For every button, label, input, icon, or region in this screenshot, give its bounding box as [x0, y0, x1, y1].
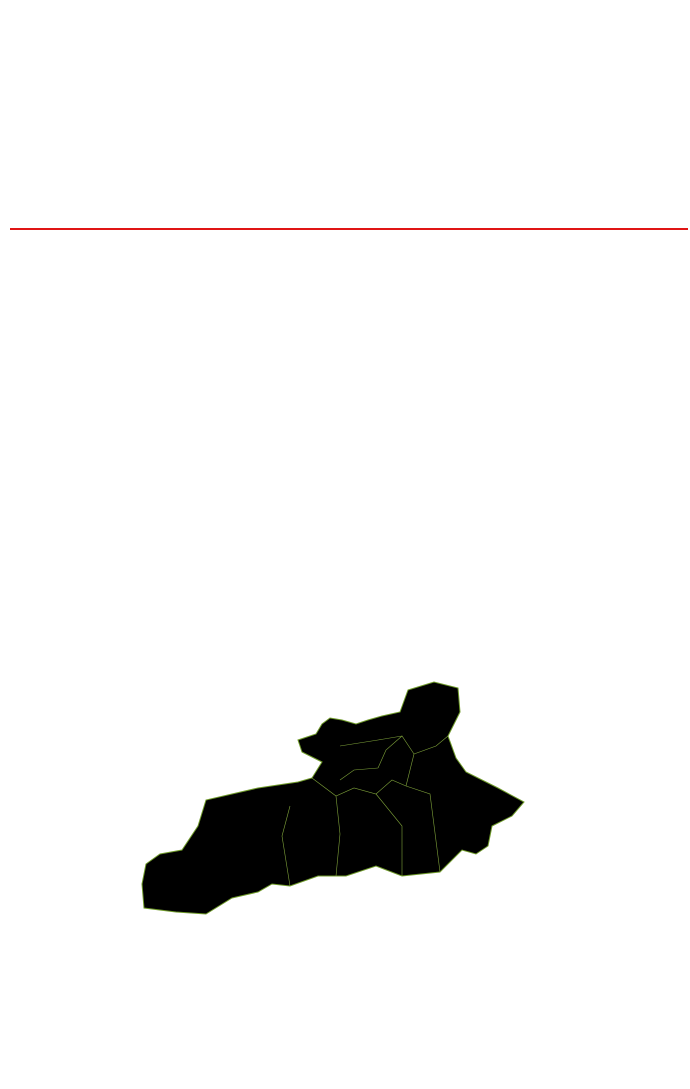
xian-region-shape	[142, 682, 524, 914]
meta-line	[0, 188, 690, 218]
page-title	[0, 28, 690, 168]
temperature-forecast-map	[140, 676, 570, 938]
header-divider	[10, 228, 688, 230]
